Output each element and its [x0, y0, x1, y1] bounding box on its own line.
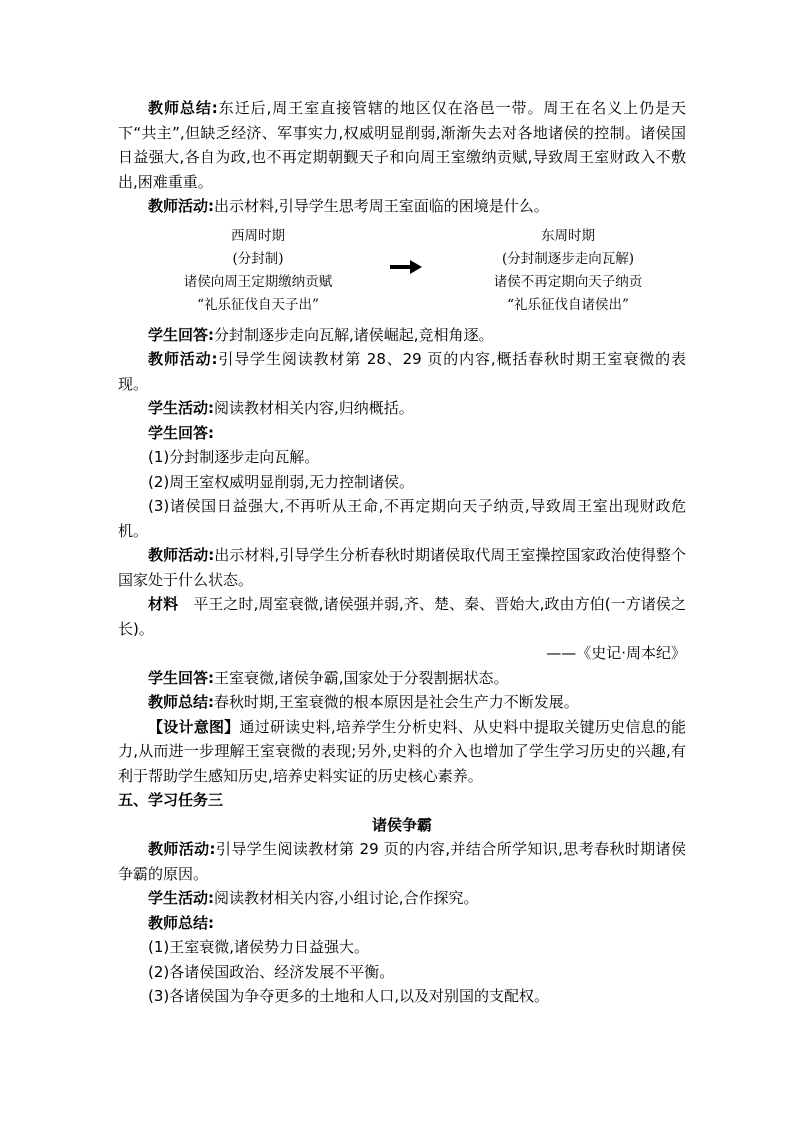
diagram-left-line: “礼乐征伐自天子出” [197, 296, 319, 313]
label-design-intent: 【设计意图】 [148, 717, 240, 736]
comparison-diagram [118, 225, 686, 321]
label-teacher-activity: 教师活动: [148, 350, 218, 368]
paragraph-text: 平王之时,周室衰微,诸侯强并弱,齐、楚、秦、晋始大,政由方伯(一方诸侯之长)。 [118, 595, 686, 638]
label-teacher-summary: 教师总结: [148, 913, 214, 932]
paragraph-text: 出示材料,引导学生分析春秋时期诸侯取代周王室操控国家政治使得整个国家处于什么状态。 [118, 546, 686, 589]
label-student-answer: 学生回答: [148, 668, 214, 687]
label-teacher-activity: 教师活动: [148, 197, 214, 215]
list-item: (2)周王室权威明显削弱,无力控制诸侯。 [148, 472, 415, 491]
list-item: (3)各诸侯国为争夺更多的土地和人口,以及对别国的支配权。 [148, 987, 550, 1005]
paragraph-teacher-summary-2 [118, 690, 686, 715]
eastern-zhou-column [468, 225, 668, 317]
label-teacher-activity: 教师活动: [148, 840, 216, 858]
paragraph-text: 春秋时期,王室衰微的根本原因是社会生产力不断发展。 [214, 693, 579, 711]
label-student-answer: 学生回答: [148, 325, 214, 344]
label-teacher-summary: 教师总结: [148, 99, 218, 117]
paragraph-text: 出示材料,引导学生思考周王室面临的困境是什么。 [214, 197, 549, 215]
diagram-left-line: 西周时期 [231, 227, 285, 244]
paragraph-text: 王室衰微,诸侯争霸,国家处于分裂割据状态。 [214, 668, 509, 687]
paragraph-design-intent [118, 715, 686, 789]
list-item: (1)王室衰微,诸侯势力日益强大。 [148, 938, 370, 956]
paragraph-student-answer-3 [118, 666, 686, 691]
paragraph-student-activity-1 [118, 396, 686, 421]
western-zhou-column [158, 225, 358, 317]
list-item: (1)分封制逐步走向瓦解。 [148, 448, 320, 466]
diagram-right-line: (分封制逐步走向瓦解) [501, 250, 635, 267]
label-teacher-summary: 教师总结: [148, 693, 214, 711]
list-item: (2)各诸侯国政治、经济发展不平衡。 [148, 962, 395, 981]
paragraph-teacher-activity-4 [118, 837, 686, 886]
document-body [118, 96, 686, 1009]
list-item: (3)诸侯国日益强大,不再听从王命,不再定期向天子纳贡,导致周王室出现财政危机。 [118, 497, 686, 540]
paragraph-material [118, 592, 686, 641]
right-arrow-icon [390, 259, 422, 275]
label-material: 材料 [148, 595, 179, 613]
label-student-activity: 学生活动: [148, 889, 214, 907]
label-student-activity: 学生活动: [148, 399, 214, 417]
paragraph-text: 阅读教材相关内容,归纳概括。 [214, 399, 414, 417]
paragraph-text: 东迁后,周王室直接管辖的地区仅在洛邑一带。周王在名义上仍是天下“共主”,但缺乏经济、军事实力,权威明显削弱,渐渐失去对各地诸侯的控制。诸侯国日益强大,各自为政,也不再定期朝觐天子和向周王室缴纳贡赋,导致周王室财政入不敷出,困难重重。 [118, 99, 686, 191]
label-teacher-activity: 教师活动: [148, 546, 215, 564]
paragraph-teacher-activity-1 [118, 194, 686, 219]
section-title: 诸侯争霸 [371, 815, 432, 834]
diagram-left-line: 诸侯向周王定期缴纳贡赋 [183, 273, 333, 290]
paragraph-text: 引导学生阅读教材第 28、29 页的内容,概括春秋时期王室衰微的表现。 [118, 350, 687, 393]
diagram-left-line: (分封制) [232, 250, 284, 267]
material-source: ——《史记·周本纪》 [546, 644, 686, 662]
diagram-right-line: 诸侯不再定期向天子纳贡 [493, 273, 643, 290]
paragraph-student-answer-2 [118, 421, 686, 446]
paragraph-teacher-activity-3 [118, 543, 686, 592]
section-heading: 五、学习任务三 [118, 791, 224, 809]
paragraph-text: 分封制逐步走向瓦解,诸侯崛起,竞相角逐。 [214, 325, 494, 344]
paragraph-student-activity-2 [118, 886, 686, 911]
paragraph-text: 通过研读史料,培养学生分析史料、从史料中提取关键历史信息的能力,从而进一步理解王室衰微的表现;另外,史料的介入也增加了学生学习历史的兴趣,有利于帮助学生感知历史,培养史料实证的历史核心素养。 [118, 717, 686, 785]
paragraph-teacher-summary-3 [118, 911, 686, 936]
paragraph-teacher-activity-2 [118, 347, 686, 396]
paragraph-text: 引导学生阅读教材第 29 页的内容,并结合所学知识,思考春秋时期诸侯争霸的原因。 [118, 840, 687, 883]
paragraph-text: 阅读教材相关内容,小组讨论,合作探究。 [214, 889, 479, 907]
diagram-right-line: “礼乐征伐自诸侯出” [507, 296, 629, 313]
label-student-answer: 学生回答: [148, 423, 214, 442]
paragraph-student-answer-1 [118, 323, 686, 348]
paragraph-teacher-summary-1 [118, 96, 686, 194]
diagram-right-line: 东周时期 [541, 227, 595, 244]
